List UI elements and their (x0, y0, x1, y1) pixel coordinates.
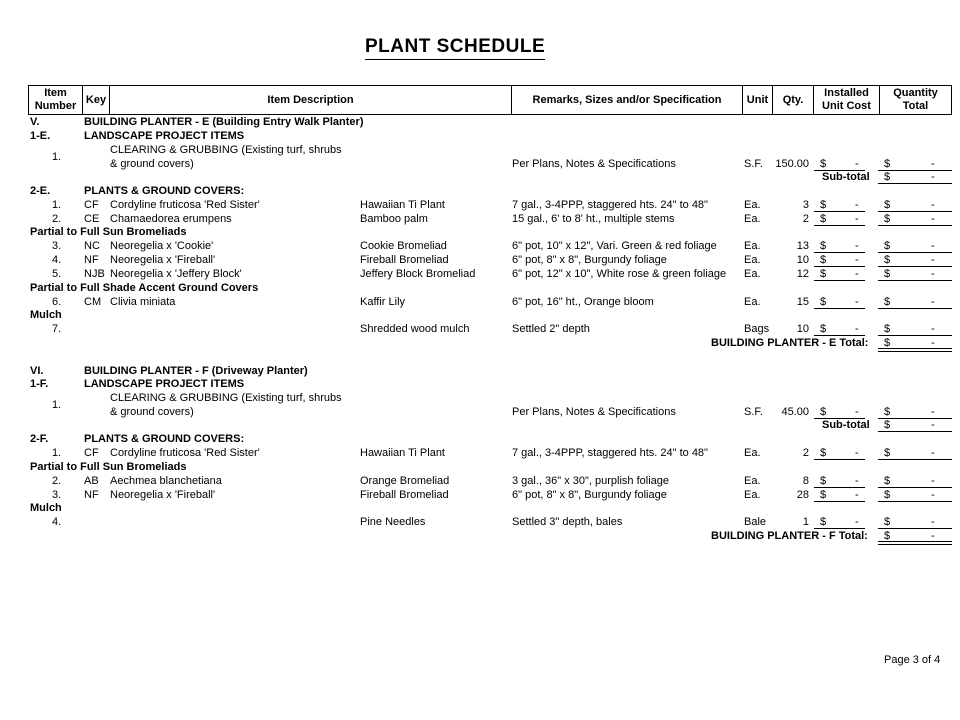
subtotal-label: Sub-total (822, 419, 870, 431)
total-currency: $ (884, 447, 891, 459)
item-qty: 45.00 (781, 406, 809, 418)
group-heading (0, 225, 960, 239)
item-unit: Bale (744, 516, 767, 528)
plants-heading (0, 432, 960, 446)
section-heading-number: VI. (30, 365, 44, 377)
total-value: - (931, 516, 935, 528)
total-value: - (931, 337, 935, 349)
total-row (0, 336, 960, 350)
project-heading-number: 1-F. (30, 378, 49, 390)
table-row (0, 267, 960, 281)
item-number: 5. (52, 268, 62, 280)
item-remarks: Settled 2" depth (512, 323, 590, 335)
group-heading (0, 460, 960, 474)
botanical-name: Cordyline fruticosa 'Red Sister' (110, 199, 260, 211)
table-row (0, 212, 960, 226)
header-description: Item Description (109, 86, 511, 114)
common-name: Bamboo palm (360, 213, 428, 225)
group-heading (0, 501, 960, 515)
unit-cost-value: - (855, 199, 859, 211)
table-row (0, 253, 960, 267)
header-qty: Qty. (772, 86, 813, 114)
total-currency: $ (884, 213, 891, 225)
item-remarks: 3 gal., 36" x 30", purplish foliage (512, 475, 670, 487)
total-currency: $ (884, 323, 891, 335)
item-remarks: 6" pot, 8" x 8", Burgundy foliage (512, 254, 667, 266)
unit-cost-value: - (855, 254, 859, 266)
group-heading (0, 281, 960, 295)
unit-cost-value: - (855, 475, 859, 487)
group-heading-label: Mulch (30, 502, 62, 514)
subtotal-row (0, 418, 960, 432)
subtotal-currency: $ (884, 419, 891, 431)
table-row (0, 474, 960, 488)
table-row (0, 515, 960, 529)
item-qty: 28 (796, 489, 809, 501)
item-remarks: Per Plans, Notes & Specifications (512, 158, 676, 170)
total-value: - (931, 489, 935, 501)
unit-cost-currency: $ (820, 240, 827, 252)
item-unit: Ea. (744, 268, 761, 280)
item-remarks: 7 gal., 3-4PPP, staggered hts. 24" to 48" (512, 199, 708, 211)
group-heading-label: Mulch (30, 309, 62, 321)
item-number: 3. (52, 489, 62, 501)
botanical-name: Neoregelia x 'Cookie' (110, 240, 214, 252)
section-heading-title: BUILDING PLANTER - E (Building Entry Walk Planter) (84, 116, 364, 128)
project-heading (0, 129, 960, 143)
item-qty: 2 (802, 213, 809, 225)
group-heading-label: Partial to Full Sun Bromeliads (30, 226, 187, 238)
botanical-name: Neoregelia x 'Fireball' (110, 254, 216, 266)
unit-cost-value: - (855, 447, 859, 459)
item-unit: Ea. (744, 240, 761, 252)
botanical-name: Neoregelia x 'Fireball' (110, 489, 216, 501)
header-quantity-total: Quantity Total (879, 86, 951, 114)
item-qty: 10 (796, 323, 809, 335)
unit-cost-currency: $ (820, 296, 827, 308)
item-unit: S.F. (744, 406, 763, 418)
item-number: 6. (52, 296, 62, 308)
item-qty: 150.00 (775, 158, 809, 170)
total-value: - (931, 296, 935, 308)
item-remarks: 6" pot, 10" x 12", Vari. Green & red foliage (512, 240, 717, 252)
unit-cost-currency: $ (820, 323, 827, 335)
item-unit: Ea. (744, 447, 761, 459)
table-row (0, 295, 960, 309)
item-number: 7. (52, 323, 62, 335)
unit-cost-currency: $ (820, 447, 827, 459)
clearing-description-cont: & ground covers) (110, 158, 194, 170)
botanical-name: Aechmea blanchetiana (110, 475, 222, 487)
subtotal-currency: $ (884, 171, 891, 183)
item-key: CF (84, 447, 99, 459)
clearing-description: CLEARING & GRUBBING (Existing turf, shrubs (110, 392, 342, 404)
table-row (0, 239, 960, 253)
item-unit: Ea. (744, 213, 761, 225)
item-number: 3. (52, 240, 62, 252)
total-currency: $ (884, 254, 891, 266)
table-row (0, 488, 960, 502)
table-row (0, 157, 960, 171)
unit-cost-value: - (855, 268, 859, 280)
total-currency: $ (884, 530, 891, 542)
item-qty: 15 (796, 296, 809, 308)
item-key: CF (84, 199, 99, 211)
section-heading-title: BUILDING PLANTER - F (Driveway Planter) (84, 365, 308, 377)
subtotal-value: - (931, 171, 935, 183)
item-number: 2. (52, 213, 62, 225)
botanical-name: Clivia miniata (110, 296, 176, 308)
section-heading (0, 115, 960, 129)
section-heading-number: V. (30, 116, 40, 128)
unit-cost-currency: $ (820, 516, 827, 528)
unit-cost-currency: $ (820, 489, 827, 501)
item-remarks: 7 gal., 3-4PPP, staggered hts. 24" to 48" (512, 447, 708, 459)
table-row (0, 322, 960, 336)
item-number: 4. (52, 516, 62, 528)
total-row (0, 529, 960, 543)
unit-cost-currency: $ (820, 475, 827, 487)
plants-heading-title: PLANTS & GROUND COVERS: (84, 433, 245, 445)
unit-cost-currency: $ (820, 406, 827, 418)
item-key: CM (84, 296, 102, 308)
common-name: Hawaiian Ti Plant (360, 447, 445, 459)
item-number: 1. (52, 399, 62, 411)
group-heading-label: Partial to Full Shade Accent Ground Covers (30, 282, 259, 294)
total-currency: $ (884, 337, 891, 349)
plants-heading (0, 184, 960, 198)
item-qty: 3 (802, 199, 809, 211)
project-heading-number: 1-E. (30, 130, 51, 142)
section-heading (0, 364, 960, 378)
common-name: Kaffir Lily (360, 296, 406, 308)
item-qty: 13 (796, 240, 809, 252)
total-label: BUILDING PLANTER - F Total: (711, 530, 868, 542)
botanical-name: Cordyline fruticosa 'Red Sister' (110, 447, 260, 459)
item-number: 1. (52, 199, 62, 211)
item-remarks: Settled 3" depth, bales (512, 516, 623, 528)
unit-cost-currency: $ (820, 254, 827, 266)
total-currency: $ (884, 240, 891, 252)
unit-cost-value: - (855, 158, 859, 170)
header-remarks: Remarks, Sizes and/or Specification (511, 86, 742, 114)
plants-heading-number: 2-E. (30, 185, 51, 197)
item-qty: 2 (802, 447, 809, 459)
total-value: - (931, 323, 935, 335)
item-unit: Ea. (744, 296, 761, 308)
subtotal-value: - (931, 419, 935, 431)
item-unit: Ea. (744, 475, 761, 487)
unit-cost-value: - (855, 489, 859, 501)
total-value: - (931, 213, 935, 225)
total-value: - (931, 240, 935, 252)
total-currency: $ (884, 406, 891, 418)
header-unit: Unit (742, 86, 772, 114)
unit-cost-currency: $ (820, 213, 827, 225)
common-name: Orange Bromeliad (360, 475, 450, 487)
total-currency: $ (884, 199, 891, 211)
total-currency: $ (884, 268, 891, 280)
project-heading-title: LANDSCAPE PROJECT ITEMS (84, 130, 245, 142)
item-remarks: 15 gal., 6' to 8' ht., multiple stems (512, 213, 675, 225)
item-unit: Ea. (744, 489, 761, 501)
total-currency: $ (884, 489, 891, 501)
item-number: 1. (52, 151, 62, 163)
item-key: NF (84, 254, 99, 266)
common-name: Fireball Bromeliad (360, 489, 449, 501)
item-remarks: 6" pot, 16" ht., Orange bloom (512, 296, 654, 308)
total-currency: $ (884, 296, 891, 308)
botanical-name: Chamaedorea erumpens (110, 213, 232, 225)
item-key: NC (84, 240, 100, 252)
total-value: - (931, 530, 935, 542)
item-key: NF (84, 489, 99, 501)
item-number: 1. (52, 447, 62, 459)
common-name: Jeffery Block Bromeliad (360, 268, 476, 280)
total-currency: $ (884, 516, 891, 528)
item-qty: 12 (796, 268, 809, 280)
item-key: AB (84, 475, 99, 487)
subtotal-row (0, 170, 960, 184)
table-row (0, 405, 960, 419)
total-value: - (931, 447, 935, 459)
item-qty: 10 (796, 254, 809, 266)
clearing-description: CLEARING & GRUBBING (Existing turf, shrubs (110, 144, 342, 156)
item-qty: 1 (802, 516, 809, 528)
item-key: CE (84, 213, 100, 225)
item-qty: 8 (802, 475, 809, 487)
table-row (0, 446, 960, 460)
header-key: Key (82, 86, 109, 114)
total-value: - (931, 254, 935, 266)
plants-heading-title: PLANTS & GROUND COVERS: (84, 185, 245, 197)
unit-cost-currency: $ (820, 199, 827, 211)
unit-cost-value: - (855, 323, 859, 335)
item-number: 2. (52, 475, 62, 487)
common-name: Pine Needles (360, 516, 426, 528)
unit-cost-value: - (855, 296, 859, 308)
botanical-name: Neoregelia x 'Jeffery Block' (110, 268, 242, 280)
item-unit: Ea. (744, 254, 761, 266)
item-remarks: Per Plans, Notes & Specifications (512, 406, 676, 418)
common-name: Shredded wood mulch (360, 323, 470, 335)
header-installed-unit-cost: Installed Unit Cost (813, 86, 879, 114)
item-remarks: 6" pot, 8" x 8", Burgundy foliage (512, 489, 667, 501)
table-row (0, 198, 960, 212)
common-name: Fireball Bromeliad (360, 254, 449, 266)
total-value: - (931, 199, 935, 211)
item-remarks: 6" pot, 12" x 10", White rose & green foliage (512, 268, 727, 280)
unit-cost-currency: $ (820, 268, 827, 280)
project-heading-title: LANDSCAPE PROJECT ITEMS (84, 378, 245, 390)
item-number: 4. (52, 254, 62, 266)
unit-cost-value: - (855, 516, 859, 528)
page-number: Page 3 of 4 (884, 654, 941, 666)
plants-heading-number: 2-F. (30, 433, 49, 445)
subtotal-label: Sub-total (822, 171, 870, 183)
common-name: Cookie Bromeliad (360, 240, 447, 252)
common-name: Hawaiian Ti Plant (360, 199, 445, 211)
item-unit: Bags (744, 323, 770, 335)
header-item-number: Item Number (34, 87, 77, 112)
unit-cost-currency: $ (820, 158, 827, 170)
item-unit: Ea. (744, 199, 761, 211)
total-value: - (931, 475, 935, 487)
unit-cost-value: - (855, 213, 859, 225)
item-unit: S.F. (744, 158, 763, 170)
project-heading (0, 377, 960, 391)
total-double-underline (878, 541, 952, 545)
group-heading (0, 308, 960, 322)
unit-cost-value: - (855, 406, 859, 418)
item-key: NJB (84, 268, 105, 280)
total-value: - (931, 268, 935, 280)
total-currency: $ (884, 475, 891, 487)
total-label: BUILDING PLANTER - E Total: (711, 337, 869, 349)
group-heading-label: Partial to Full Sun Bromeliads (30, 461, 187, 473)
unit-cost-value: - (855, 240, 859, 252)
clearing-description-cont: & ground covers) (110, 406, 194, 418)
total-currency: $ (884, 158, 891, 170)
page-title: PLANT SCHEDULE (365, 36, 545, 60)
total-value: - (931, 158, 935, 170)
total-double-underline (878, 348, 952, 352)
total-value: - (931, 406, 935, 418)
